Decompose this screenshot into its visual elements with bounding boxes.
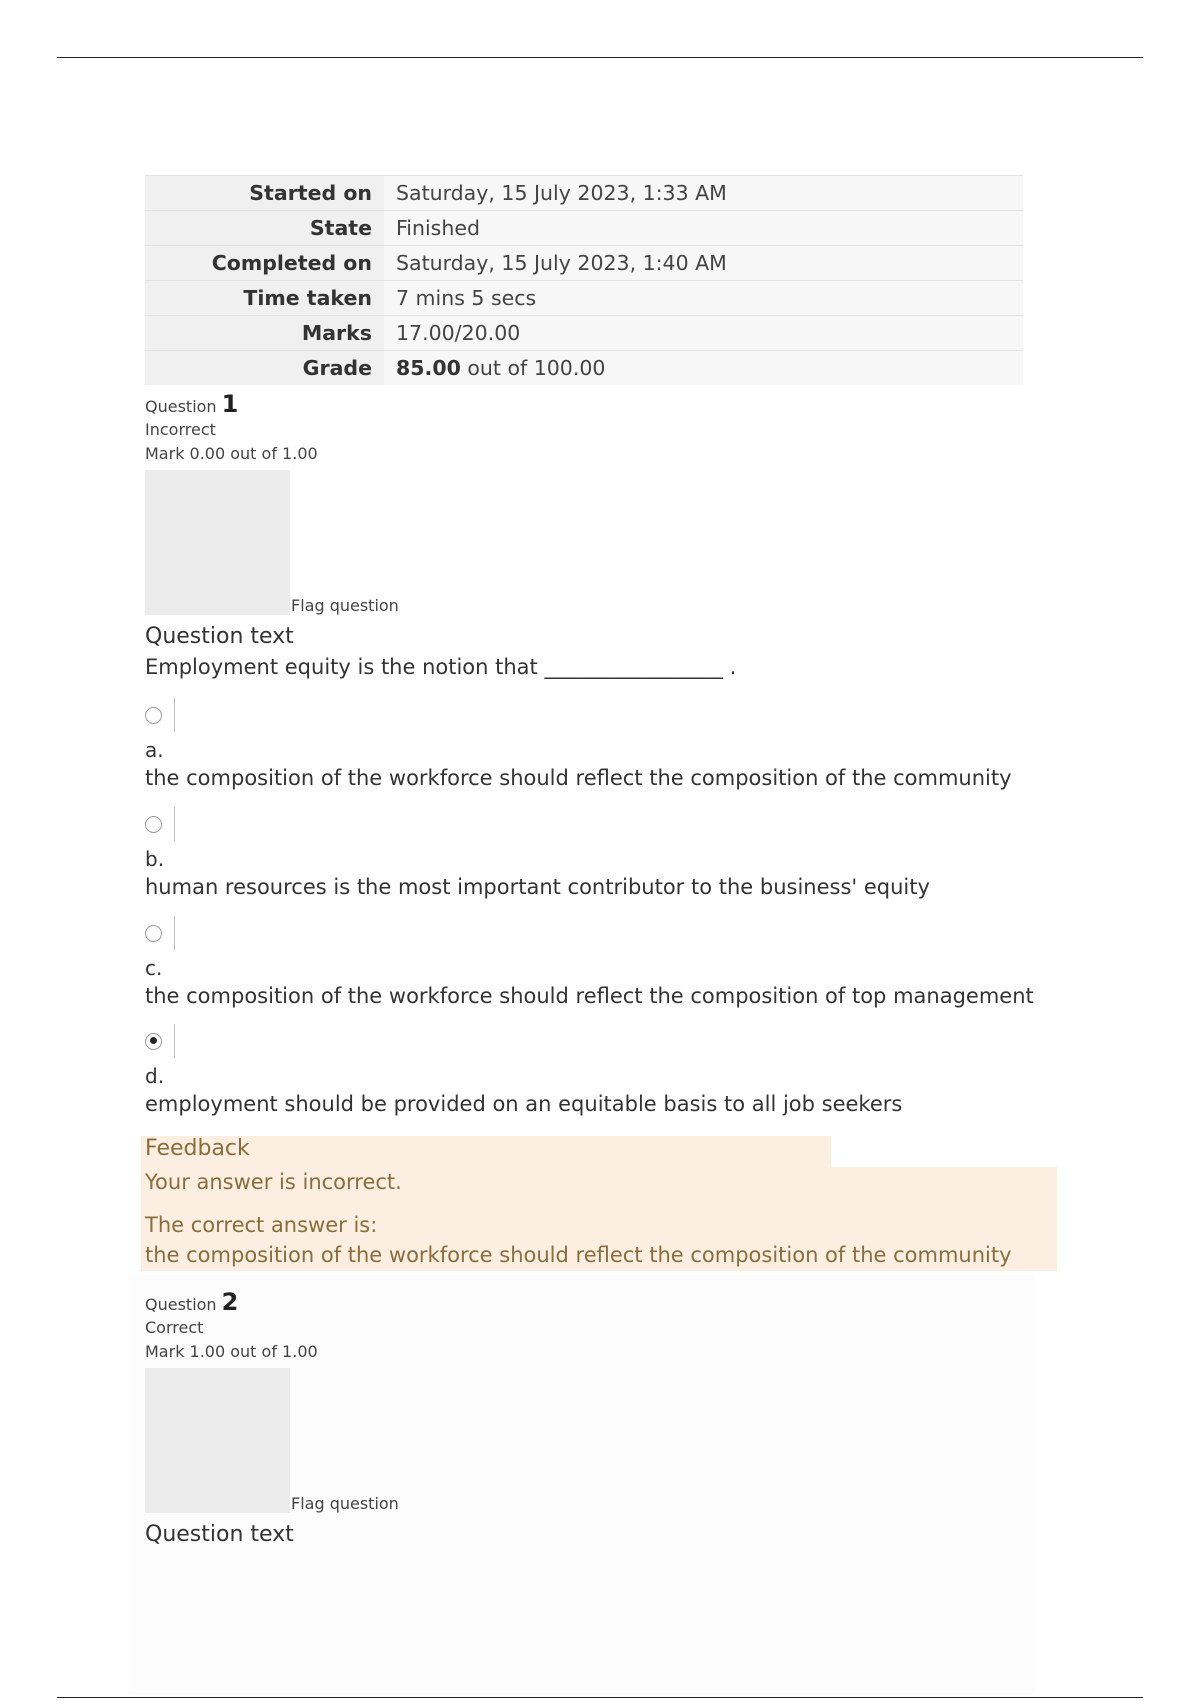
option-text: human resources is the most important contributor to the business' equity	[145, 875, 930, 899]
flag-question-area[interactable]	[145, 1368, 399, 1513]
flag-question-link[interactable]: Flag question	[291, 596, 399, 615]
question-number-value: 2	[221, 1288, 239, 1316]
question-prefix: Question	[145, 1295, 217, 1314]
summary-row	[145, 176, 1023, 211]
answer-option-d[interactable]	[145, 1022, 902, 1116]
answer-option-b[interactable]	[145, 805, 930, 899]
page-top-rule	[57, 57, 1143, 58]
feedback-correct-intro: The correct answer is:	[145, 1213, 378, 1237]
feedback-correct-answer: the composition of the workforce should reflect the composition of the community	[145, 1243, 1012, 1267]
option-letter: d.	[145, 1064, 165, 1088]
summary-value: 7 mins 5 secs	[384, 281, 1023, 316]
question-text-label: Question text	[145, 624, 294, 649]
grade-score: 85.00	[396, 356, 461, 380]
question-state: Incorrect	[145, 420, 216, 439]
grade-suffix: out of 100.00	[460, 356, 606, 380]
option-separator	[174, 916, 175, 950]
option-separator	[174, 1024, 175, 1058]
feedback-heading: Feedback	[141, 1136, 831, 1167]
page-bottom-rule	[57, 1697, 1143, 1698]
summary-label: Marks	[145, 316, 384, 351]
summary-label: Started on	[145, 176, 384, 211]
summary-row	[145, 211, 1023, 246]
feedback-panel	[141, 1167, 1057, 1271]
answer-option-c[interactable]	[145, 914, 1034, 1008]
question-state: Correct	[145, 1318, 204, 1337]
summary-value: Saturday, 15 July 2023, 1:40 AM	[384, 246, 1023, 281]
option-letter: c.	[145, 956, 163, 980]
flag-icon[interactable]	[145, 470, 290, 615]
summary-value: 17.00/20.00	[384, 316, 1023, 351]
summary-row-grade	[145, 351, 1023, 386]
summary-label: Time taken	[145, 281, 384, 316]
grade-label: Grade	[145, 351, 384, 386]
question-number	[145, 1288, 318, 1316]
option-separator	[174, 698, 175, 732]
question-number-value: 1	[221, 390, 239, 418]
question-mark: Mark 0.00 out of 1.00	[145, 444, 318, 463]
option-separator	[174, 807, 175, 841]
radio-b[interactable]	[145, 816, 162, 833]
question-text-label: Question text	[145, 1522, 294, 1547]
answer-option-a[interactable]	[145, 696, 1012, 790]
summary-label: State	[145, 211, 384, 246]
option-text: employment should be provided on an equitable basis to all job seekers	[145, 1092, 903, 1116]
option-text: the composition of the workforce should reflect the composition of top management	[145, 984, 1034, 1008]
option-text: the composition of the workforce should reflect the composition of the community	[145, 766, 1012, 790]
radio-c[interactable]	[145, 925, 162, 942]
summary-row	[145, 281, 1023, 316]
summary-label: Completed on	[145, 246, 384, 281]
option-letter: a.	[145, 738, 164, 762]
question-2-info	[145, 1288, 318, 1364]
radio-a[interactable]	[145, 707, 162, 724]
flag-question-area[interactable]	[145, 470, 399, 615]
attempt-summary-table	[145, 175, 1023, 385]
summary-row	[145, 246, 1023, 281]
flag-icon[interactable]	[145, 1368, 290, 1513]
summary-value: Saturday, 15 July 2023, 1:33 AM	[384, 176, 1023, 211]
feedback-result: Your answer is incorrect.	[145, 1170, 402, 1194]
question-mark: Mark 1.00 out of 1.00	[145, 1342, 318, 1361]
radio-d[interactable]	[145, 1033, 162, 1050]
grade-value	[384, 351, 1023, 386]
flag-question-link[interactable]: Flag question	[291, 1494, 399, 1513]
summary-row	[145, 316, 1023, 351]
option-letter: b.	[145, 847, 165, 871]
question-1-info	[145, 390, 318, 466]
summary-value: Finished	[384, 211, 1023, 246]
question-number	[145, 390, 318, 418]
question-text: Employment equity is the notion that _________________ .	[145, 655, 737, 679]
question-prefix: Question	[145, 397, 217, 416]
